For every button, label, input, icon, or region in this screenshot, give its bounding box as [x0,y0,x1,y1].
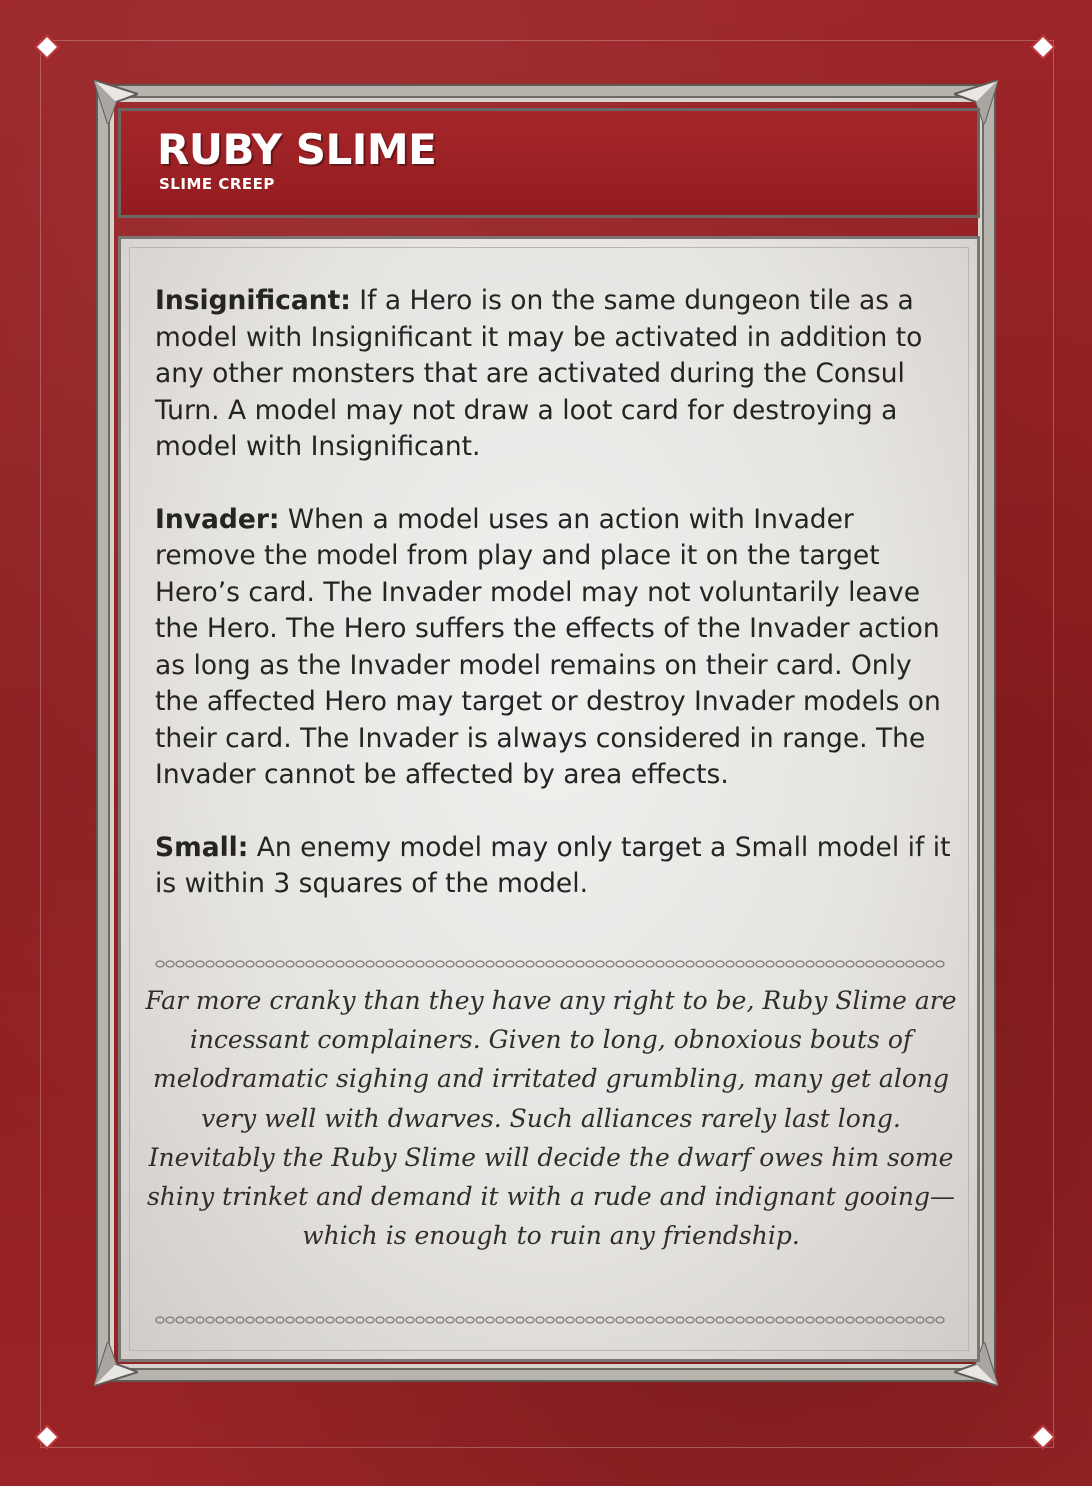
rule-keyword: Invader: [155,503,280,535]
rule-keyword: Insignificant: [155,285,351,316]
rules-panel [118,236,980,1362]
rule-keyword: Small: [155,831,249,863]
ornament-divider [155,1315,945,1325]
rule-invader [155,502,955,794]
rule-body: When a model uses an action with Invader remove the model from play and place it on the target Hero’s card. The Invader model may not voluntarily leave the Hero. The Hero suffers the effects of the Invader action as long as the Invader model remains on their card. Only the affected Hero may target or destroy Invader models on their card. The Invader is always considered in range. The Invader cannot be affected by area effects. [155,503,941,790]
rule-body: An enemy model may only target a Small model if it is within 3 squares of the model. [155,831,951,899]
ornament-divider [155,959,945,969]
rules-text [155,283,955,939]
card-title: RUBY SLIME [157,125,437,174]
rule-small [155,830,955,903]
rule-body: If a Hero is on the same dungeon tile as a model with Insignificant it may be activated in addition to any other monsters that are activated during the Consul Turn. A model may not draw a loot card for destroying a model with Insignificant. [155,285,923,462]
title-bar [118,108,980,218]
card-type-line: SLIME CREEP [159,175,275,193]
flavor-text: Far more cranky than they have any right to be, Ruby Slime are incessant complainers. Given to long, obnoxious bouts of melodramatic sighing and irritated grumbling, many get along very well with dwarves. Such alliances rarely last long. Inevitably the Ruby Slime will decide the dwarf owes him some shiny trinket and demand it with a rude and indignant gooing—which is enough to ruin any friendship. [145,986,957,1251]
chain-ornament-icon [155,1315,945,1325]
rule-insignificant [155,283,955,466]
chain-ornament-icon [155,959,945,969]
